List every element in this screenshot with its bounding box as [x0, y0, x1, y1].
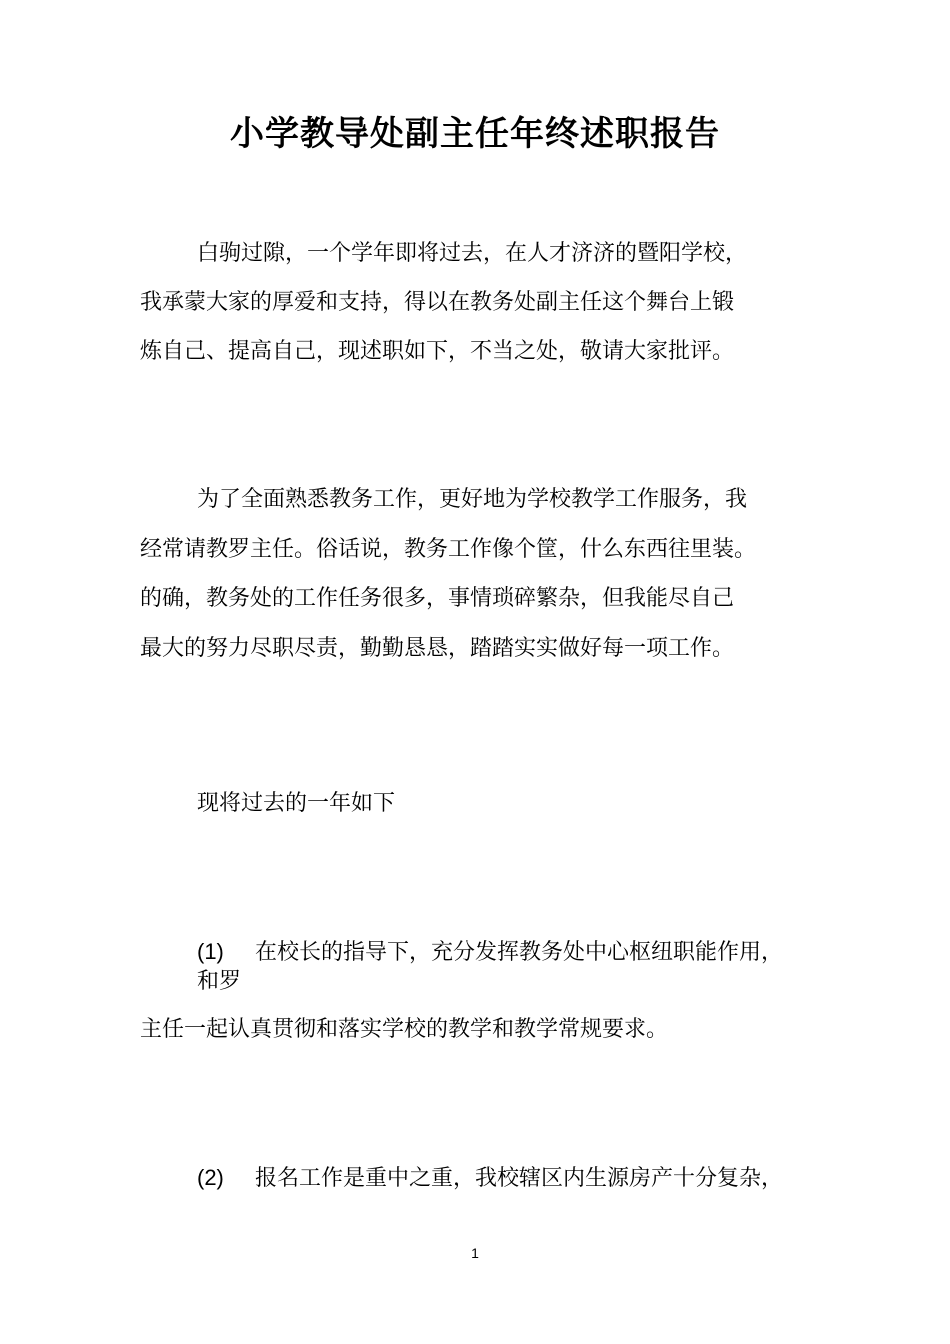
document-title: 小学教导处副主任年终述职报告 [230, 114, 720, 154]
paragraph-2-line-1: 为了全面熟悉教务工作，更好地为学校教学工作服务，我 [197, 487, 748, 512]
item-1-line-2: 和罗 [197, 969, 242, 994]
item-1-text: 在校长的指导下，充分发挥教务处中心枢纽职能作用， [255, 940, 784, 965]
paragraph-1-line-2: 我承蒙大家的厚爱和支持，得以在教务处副主任这个舞台上锻 [140, 290, 735, 315]
item-1-number: (1) [197, 939, 224, 964]
item-2-line-1 [197, 1163, 783, 1194]
page-number: 1 [471, 1245, 479, 1261]
item-2-number: (2) [197, 1165, 224, 1190]
item-1-line-3: 主任一起认真贯彻和落实学校的教学和教学常规要求。 [140, 1017, 669, 1042]
paragraph-1-line-1: 白驹过隙，一个学年即将过去，在人才济济的暨阳学校， [197, 241, 748, 266]
paragraph-3-line-1: 现将过去的一年如下 [197, 791, 396, 816]
item-2-text: 报名工作是重中之重，我校辖区内生源房产十分复杂， [255, 1166, 784, 1191]
paragraph-1-line-3: 炼自己、提高自己，现述职如下，不当之处，敬请大家批评。 [140, 339, 735, 364]
paragraph-2-line-2: 经常请教罗主任。俗话说，教务工作像个筐，什么东西往里装。 [140, 537, 757, 562]
paragraph-2-line-4: 最大的努力尽职尽责，勤勤恳恳，踏踏实实做好每一项工作。 [140, 636, 735, 661]
item-1-line-1 [197, 937, 783, 968]
paragraph-2-line-3: 的确，教务处的工作任务很多，事情琐碎繁杂，但我能尽自己 [140, 586, 735, 611]
